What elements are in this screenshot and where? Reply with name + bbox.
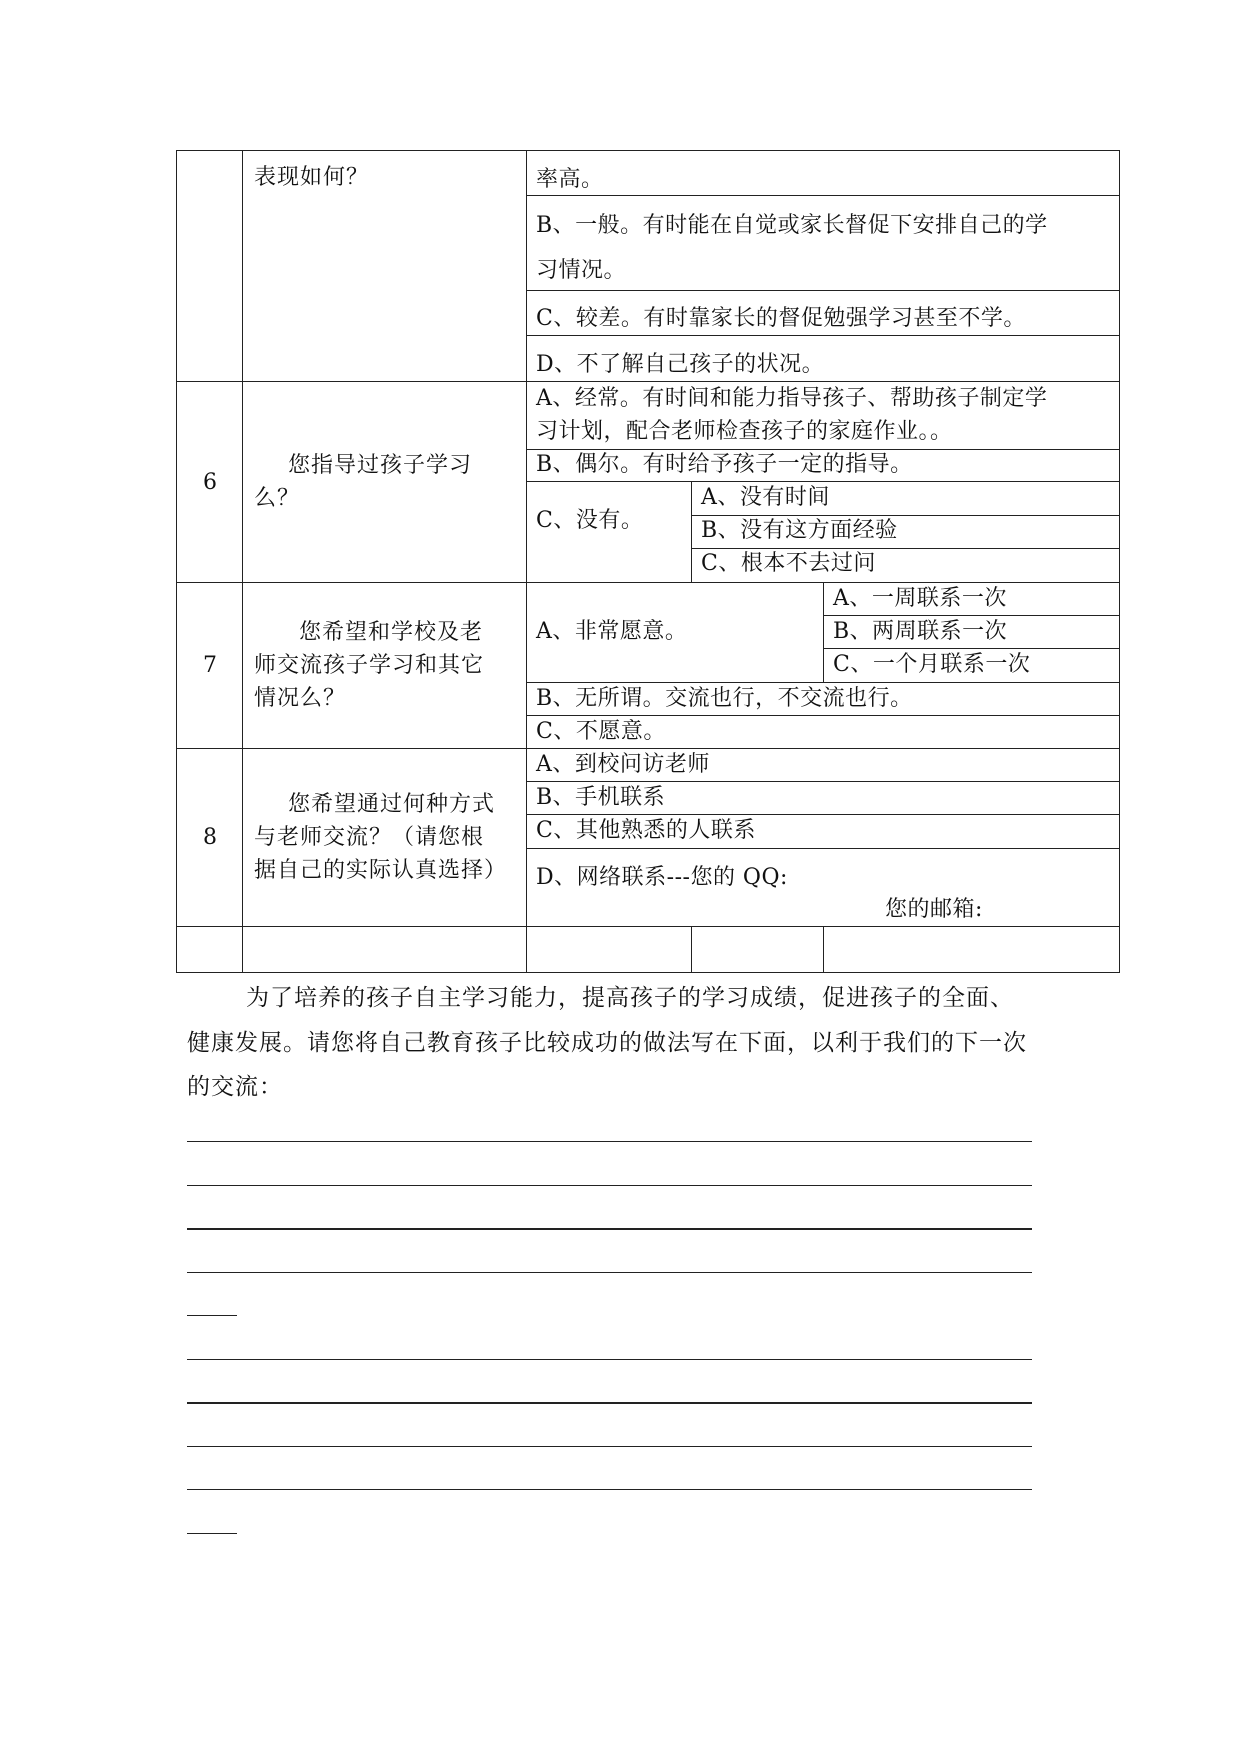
writing-line[interactable] xyxy=(187,1185,1032,1186)
option-c: C、其他熟悉的人联系 xyxy=(536,818,756,843)
option-a: A、经常。有时间和能力指导孩子、帮助孩子制定学 xyxy=(536,386,1048,411)
question-text: 表现如何？ xyxy=(254,165,370,190)
option-a: A、到校问访老师 xyxy=(536,752,710,777)
table-border xyxy=(176,150,177,973)
option-d-qq: D、网络联系---您的 QQ: xyxy=(536,865,788,890)
table-border xyxy=(526,848,1120,849)
table-border xyxy=(823,926,824,973)
writing-line[interactable] xyxy=(187,1272,1032,1273)
option-b: B、一般。有时能在自觉或家长督促下安排自己的学 xyxy=(536,213,1048,238)
question-text: 与老师交流？（请您根 xyxy=(254,825,485,850)
question-text: 您希望和学校及老 xyxy=(299,620,484,645)
question-number: 7 xyxy=(203,653,217,678)
table-border xyxy=(176,972,1120,973)
sub-option: B、两周联系一次 xyxy=(833,619,1008,644)
writing-line[interactable] xyxy=(187,1228,1032,1230)
sub-option: A、一周联系一次 xyxy=(833,586,1007,611)
option-a: 习计划，配合老师检查孩子的家庭作业。。 xyxy=(536,419,953,444)
option-b: B、手机联系 xyxy=(536,785,666,810)
sub-option: B、没有这方面经验 xyxy=(701,518,898,543)
writing-line[interactable] xyxy=(187,1315,237,1316)
option-c: C、较差。有时靠家长的督促勉强学习甚至不学。 xyxy=(536,306,1026,331)
option-c: C、不愿意。 xyxy=(536,719,666,744)
table-border xyxy=(1119,150,1120,973)
writing-line[interactable] xyxy=(187,1141,1032,1142)
question-text: 情况么？ xyxy=(254,686,347,711)
option-c: C、没有。 xyxy=(536,508,644,533)
table-border xyxy=(176,150,1120,151)
question-text: 您希望通过何种方式 xyxy=(288,792,496,817)
question-text: 师交流孩子学习和其它 xyxy=(254,653,485,678)
table-border xyxy=(242,150,243,973)
paragraph-line: 健康发展。请您将自己教育孩子比较成功的做法写在下面，以利于我们的下一次 xyxy=(187,1030,1027,1056)
sub-option: C、根本不去过问 xyxy=(701,551,876,576)
table-border xyxy=(823,582,824,682)
option-b: 习情况。 xyxy=(536,258,627,283)
option-a: A、非常愿意。 xyxy=(536,619,688,644)
paragraph-line: 为了培养的孩子自主学习能力，提高孩子的学习成绩，促进孩子的全面、 xyxy=(246,985,1014,1011)
email-label: 您的邮箱: xyxy=(885,897,983,922)
question-number: 8 xyxy=(203,825,217,850)
sub-option: A、没有时间 xyxy=(701,485,830,510)
option-b: B、偶尔。有时给予孩子一定的指导。 xyxy=(536,452,913,477)
question-text: 您指导过孩子学习 xyxy=(288,453,473,478)
writing-line[interactable] xyxy=(187,1402,1032,1404)
question-text: 么？ xyxy=(254,486,301,511)
writing-line[interactable] xyxy=(187,1489,1032,1490)
table-border xyxy=(526,290,1120,291)
writing-line[interactable] xyxy=(187,1533,237,1534)
option-d: D、不了解自己孩子的状况。 xyxy=(536,352,825,377)
paragraph-line: 的交流： xyxy=(187,1074,283,1100)
table-border xyxy=(526,150,527,973)
question-number: 6 xyxy=(203,470,217,495)
option-b: B、无所谓。交流也行，不交流也行。 xyxy=(536,686,913,711)
table-border xyxy=(526,195,1120,196)
question-text: 据自己的实际认真选择） xyxy=(254,858,508,883)
table-border xyxy=(691,926,692,973)
writing-line[interactable] xyxy=(187,1446,1032,1447)
table-border xyxy=(691,481,692,582)
option-a-continuation: 率高。 xyxy=(536,167,604,192)
sub-option: C、一个月联系一次 xyxy=(833,652,1031,677)
writing-line[interactable] xyxy=(187,1359,1032,1360)
